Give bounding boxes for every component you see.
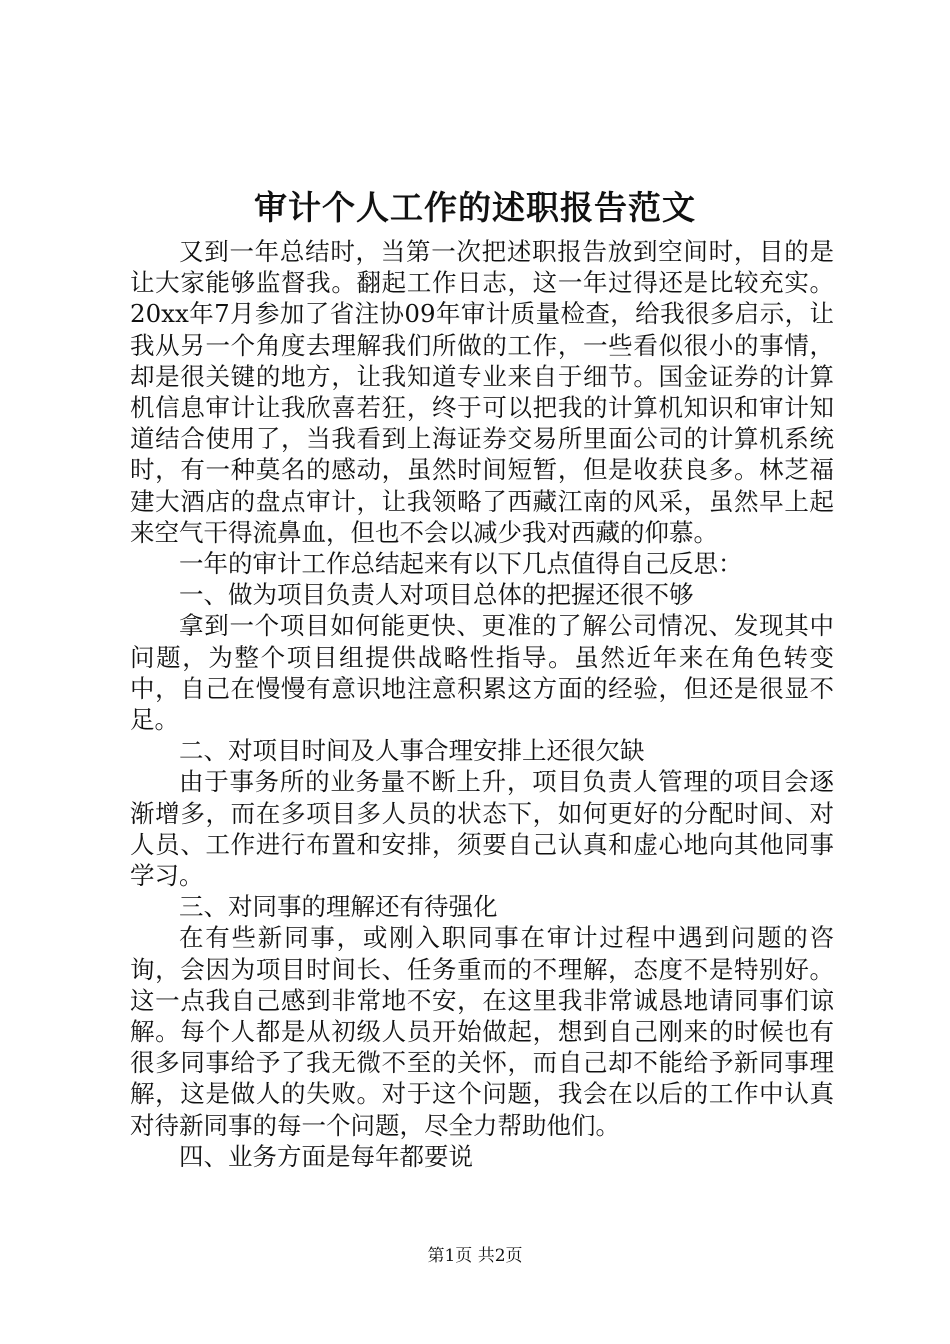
paragraph-point-2: 由于事务所的业务量不断上升，项目负责人管理的项目会逐渐增多，而在多项目多人员的状态下，如何更好的分配时间、对人员、工作进行布置和安排，须要自己认真和虚心地向其他同事学习。 [130, 767, 834, 891]
paragraph-point-3: 在有些新同事，或刚入职同事在审计过程中遇到问题的咨询，会因为项目时间长、任务重而的不理解，态度不是特别好。这一点我自己感到非常地不安，在这里我非常诚恳地请同事们谅解。每个人都是从初级人员开始做起，想到自己刚来的时候也有很多同事给予了我无微不至的关怀，而自己却不能给予新同事理解，这是做人的失败。对于这个问题，我会在以后的工作中认真对待新同事的每一个问题，尽全力帮助他们。 [130, 923, 834, 1140]
document-title: 审计个人工作的述职报告范文 [254, 188, 696, 227]
paragraph-intro: 又到一年总结时，当第一次把述职报告放到空间时，目的是让大家能够监督我。翻起工作日志，这一年过得还是比较充实。20xx年7月参加了省注协09年审计质量检查，给我很多启示，让我从另一个角度去理解我们所做的工作，一些看似很小的事情，却是很关键的地方，让我知道专业来自于细节。国金证券的计算机信息审计让我欣喜若狂，终于可以把我的计算机知识和审计知道结合使用了，当我看到上海证券交易所里面公司的计算机系统时，有一种莫名的感动，虽然时间短暂，但是收获良多。林芝福建大酒店的盘点审计，让我领略了西藏江南的风采，虽然早上起来空气干得流鼻血，但也不会以减少我对西藏的仰慕。 [130, 237, 834, 547]
heading-point-4: 四、业务方面是每年都要说 [179, 1141, 473, 1171]
heading-point-2: 二、对项目时间及人事合理安排上还很欠缺 [179, 736, 645, 766]
paragraph-reflection-lead: 一年的审计工作总结起来有以下几点值得自己反思： [179, 549, 743, 579]
document-body [130, 236, 834, 1172]
heading-point-1: 一、做为项目负责人对项目总体的把握还很不够 [179, 580, 694, 610]
paragraph-point-1: 拿到一个项目如何能更快、更准的了解公司情况、发现其中问题，为整个项目组提供战略性指导。虽然近年来在角色转变中，自己在慢慢有意识地注意积累这方面的经验，但还是很显不足。 [130, 611, 834, 735]
heading-point-3: 三、对同事的理解还有待强化 [179, 892, 498, 922]
page-number-footer: 第1页 共2页 [427, 1246, 523, 1266]
